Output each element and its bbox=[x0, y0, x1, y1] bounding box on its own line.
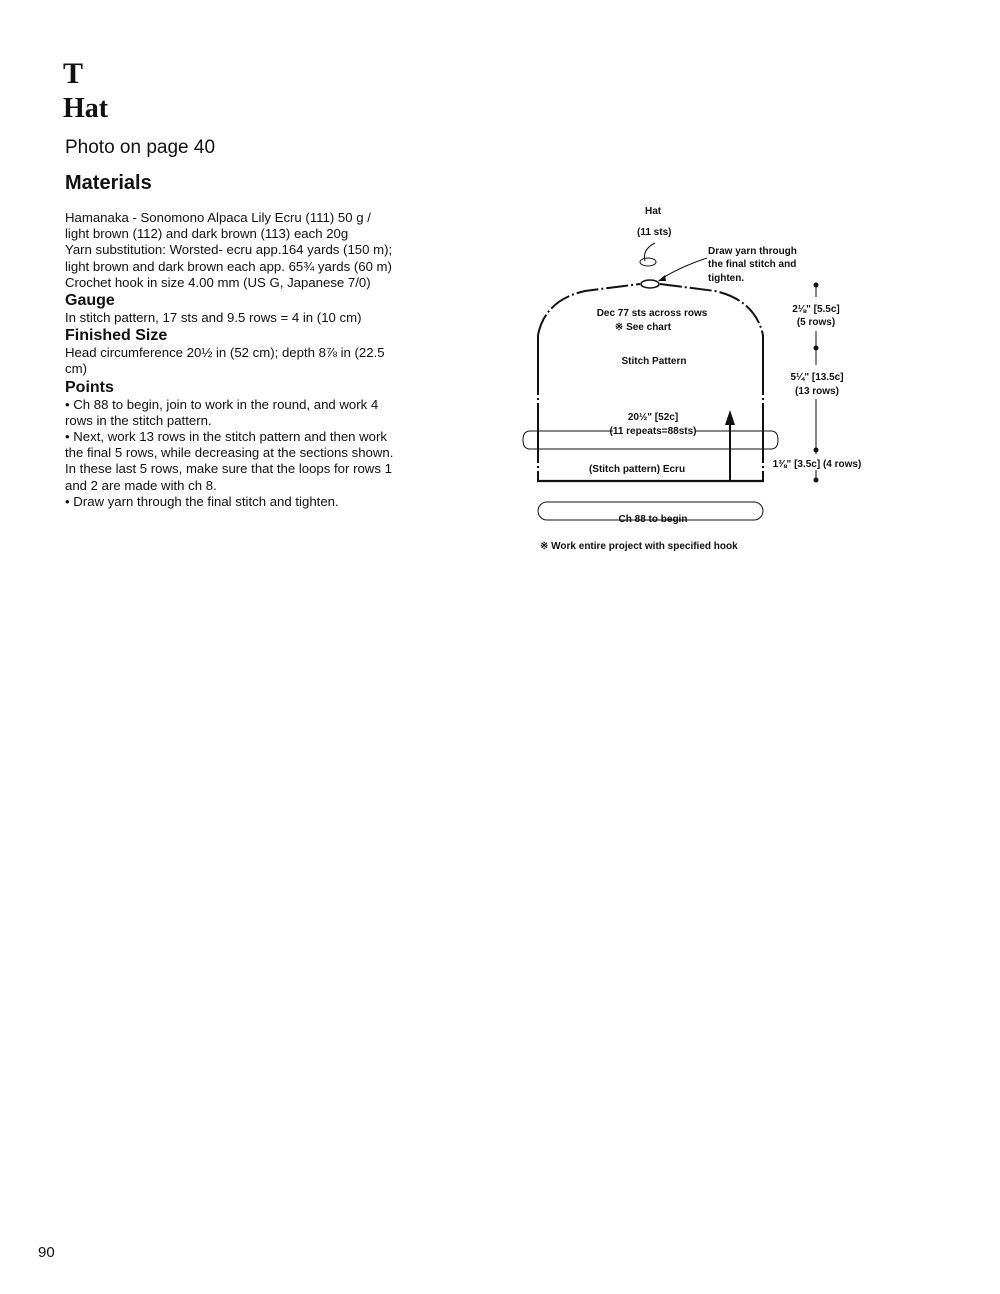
dimension-bottom: 1⅜" [3.5c] (4 rows) bbox=[772, 459, 862, 470]
draw-note-line: the final stitch and bbox=[708, 259, 797, 270]
materials-heading: Materials bbox=[65, 172, 152, 194]
dimension-mid-rows: (13 rows) bbox=[795, 386, 839, 397]
points-list bbox=[65, 397, 395, 510]
arrow-line bbox=[661, 258, 707, 279]
dimension-tick-icon bbox=[814, 346, 819, 351]
top-stitches-label: (11 sts) bbox=[637, 227, 672, 238]
finished-size-heading: Finished Size bbox=[65, 327, 168, 345]
instructions-column bbox=[65, 210, 395, 510]
page-number: 90 bbox=[38, 1244, 55, 1261]
see-chart-note: ※ See chart bbox=[614, 322, 672, 333]
gauge-heading: Gauge bbox=[65, 292, 115, 310]
arrow-head-icon bbox=[658, 275, 666, 281]
draw-note-line: tighten. bbox=[708, 273, 745, 284]
direction-arrow-icon bbox=[725, 410, 735, 425]
draw-note-line: Draw yarn through bbox=[708, 246, 797, 257]
photo-reference: Photo on page 40 bbox=[65, 137, 216, 158]
dimension-tick-icon bbox=[814, 283, 819, 288]
finished-size-text: Head circumference 20½ in (52 cm); depth 8⅞ in (22.5 cm) bbox=[65, 345, 385, 377]
points-heading: Points bbox=[65, 378, 114, 396]
top-ring-icon bbox=[641, 280, 659, 288]
hat-schematic-diagram bbox=[515, 195, 885, 565]
hook-note: ※ Work entire project with specified hook bbox=[540, 541, 738, 552]
list-item: • Next, work 13 rows in the stitch pattern and then work the final 5 rows, while decreasing at the sections shown. In these last 5 rows, make sure that the loops for rows 1 and 2 are made with ch 8. bbox=[65, 429, 394, 493]
section-letter: T bbox=[63, 57, 84, 90]
band-left-curl bbox=[523, 431, 538, 449]
page-title: Hat bbox=[63, 93, 109, 124]
dimension-tick-icon bbox=[814, 448, 819, 453]
dimension-top: 2⅛" [5.5c] bbox=[792, 304, 840, 315]
hat-label: Hat bbox=[645, 206, 662, 217]
dimension-mid: 5¼" [13.5c] bbox=[790, 372, 844, 383]
stitch-pattern-label: Stitch Pattern bbox=[621, 356, 687, 367]
list-item: • Ch 88 to begin, join to work in the round, and work 4 rows in the stitch pattern. bbox=[65, 396, 379, 428]
chain-label: Ch 88 to begin bbox=[618, 514, 688, 525]
repeats-label: (11 repeats=88sts) bbox=[609, 426, 697, 437]
band-label: (Stitch pattern) Ecru bbox=[588, 464, 686, 475]
dimension-top-rows: (5 rows) bbox=[796, 317, 836, 328]
materials-line: Yarn substitution: Worsted- ecru app.164 yards (150 m); light brown and dark brown each app. 65¾ yards (60 m) bbox=[65, 242, 393, 274]
dimension-tick-icon bbox=[814, 478, 819, 483]
materials-line: Hamanaka - Sonomono Alpaca Lily Ecru (111) 50 g / light brown (112) and dark brown (113) each 20g bbox=[65, 210, 371, 242]
gauge-text: In stitch pattern, 17 sts and 9.5 rows = 4 in (10 cm) bbox=[65, 310, 362, 326]
circumference-label: 20½" [52c] bbox=[627, 412, 679, 423]
materials-line: Crochet hook in size 4.00 mm (US G, Japanese 7/0) bbox=[65, 274, 371, 290]
band-right-curl bbox=[763, 431, 778, 449]
list-item: • Draw yarn through the final stitch and tighten. bbox=[65, 493, 339, 509]
loop-icon bbox=[640, 258, 656, 266]
decrease-note: Dec 77 sts across rows bbox=[596, 308, 708, 319]
